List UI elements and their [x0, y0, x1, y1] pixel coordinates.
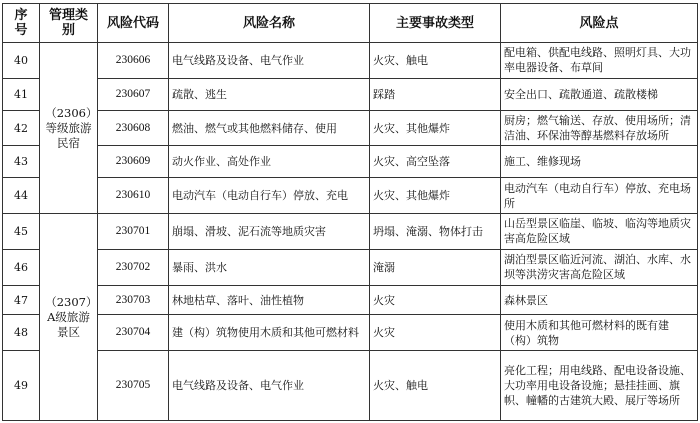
- name-cell: 电动汽车（电动自行车）停放、充电: [169, 178, 370, 214]
- seq-cell: 47: [3, 285, 40, 315]
- category-cell: （2307）A级旅游景区: [40, 214, 98, 421]
- point-cell: 使用木质和其他可燃材料的既有建（构）筑物: [501, 315, 698, 351]
- name-cell: 电气线路及设备、电气作业: [169, 351, 370, 421]
- name-cell: 建（构）筑物使用木质和其他可燃材料: [169, 315, 370, 351]
- table-row: [3, 351, 698, 421]
- name-cell: 疏散、逃生: [169, 78, 370, 110]
- seq-cell: 40: [3, 43, 40, 79]
- table-row: [3, 146, 698, 178]
- risk-table: [2, 3, 698, 421]
- accident-cell: 坍塌、淹溺、物体打击: [370, 214, 501, 250]
- accident-cell: 火灾、其他爆炸: [370, 110, 501, 146]
- accident-cell: 火灾: [370, 315, 501, 351]
- header-row: [3, 4, 698, 43]
- seq-cell: 48: [3, 315, 40, 351]
- header-name: 风险名称: [169, 4, 370, 43]
- name-cell: 燃油、燃气或其他燃料储存、使用: [169, 110, 370, 146]
- code-cell: 230704: [98, 315, 169, 351]
- name-cell: 林地枯草、落叶、油性植物: [169, 285, 370, 315]
- code-cell: 230608: [98, 110, 169, 146]
- code-cell: 230702: [98, 249, 169, 285]
- code-cell: 230609: [98, 146, 169, 178]
- seq-cell: 46: [3, 249, 40, 285]
- point-cell: 山岳型景区临崖、临坡、临沟等地质灾害高危险区域: [501, 214, 698, 250]
- point-cell: 配电箱、供配电线路、照明灯具、大功率电器设备、布草间: [501, 43, 698, 79]
- code-cell: 230610: [98, 178, 169, 214]
- table-row: [3, 285, 698, 315]
- name-cell: 暴雨、洪水: [169, 249, 370, 285]
- name-cell: 崩塌、滑坡、泥石流等地质灾害: [169, 214, 370, 250]
- seq-cell: 44: [3, 178, 40, 214]
- accident-cell: 踩踏: [370, 78, 501, 110]
- code-cell: 230703: [98, 285, 169, 315]
- header-point: 风险点: [501, 4, 698, 43]
- category-cell: （2306）等级旅游民宿: [40, 43, 98, 214]
- table-row: [3, 214, 698, 250]
- table-row: [3, 110, 698, 146]
- code-cell: 230705: [98, 351, 169, 421]
- point-cell: 亮化工程；用电线路、配电设备设施、大功率用电设备设施；悬挂挂画、旗帜、幢幡的古建筑大殿、展厅等场所: [501, 351, 698, 421]
- header-category: 管理类别: [40, 4, 98, 43]
- table-row: [3, 78, 698, 110]
- seq-cell: 43: [3, 146, 40, 178]
- point-cell: 厨房；燃气输送、存放、使用场所；清洁油、环保油等醇基燃料存放场所: [501, 110, 698, 146]
- point-cell: 湖泊型景区临近河流、湖泊、水库、水坝等洪涝灾害高危险区域: [501, 249, 698, 285]
- table-row: [3, 178, 698, 214]
- accident-cell: 火灾: [370, 285, 501, 315]
- point-cell: 施工、维修现场: [501, 146, 698, 178]
- table-row: [3, 43, 698, 79]
- name-cell: 动火作业、高处作业: [169, 146, 370, 178]
- header-seq: 序号: [3, 4, 40, 43]
- seq-cell: 49: [3, 351, 40, 421]
- header-accident: 主要事故类型: [370, 4, 501, 43]
- code-cell: 230606: [98, 43, 169, 79]
- accident-cell: 淹溺: [370, 249, 501, 285]
- point-cell: 森林景区: [501, 285, 698, 315]
- accident-cell: 火灾、触电: [370, 43, 501, 79]
- header-code: 风险代码: [98, 4, 169, 43]
- accident-cell: 火灾、高空坠落: [370, 146, 501, 178]
- name-cell: 电气线路及设备、电气作业: [169, 43, 370, 79]
- seq-cell: 42: [3, 110, 40, 146]
- point-cell: 安全出口、疏散通道、疏散楼梯: [501, 78, 698, 110]
- accident-cell: 火灾、触电: [370, 351, 501, 421]
- point-cell: 电动汽车（电动自行车）停放、充电场所: [501, 178, 698, 214]
- seq-cell: 41: [3, 78, 40, 110]
- accident-cell: 火灾、其他爆炸: [370, 178, 501, 214]
- seq-cell: 45: [3, 214, 40, 250]
- code-cell: 230607: [98, 78, 169, 110]
- code-cell: 230701: [98, 214, 169, 250]
- table-row: [3, 249, 698, 285]
- table-row: [3, 315, 698, 351]
